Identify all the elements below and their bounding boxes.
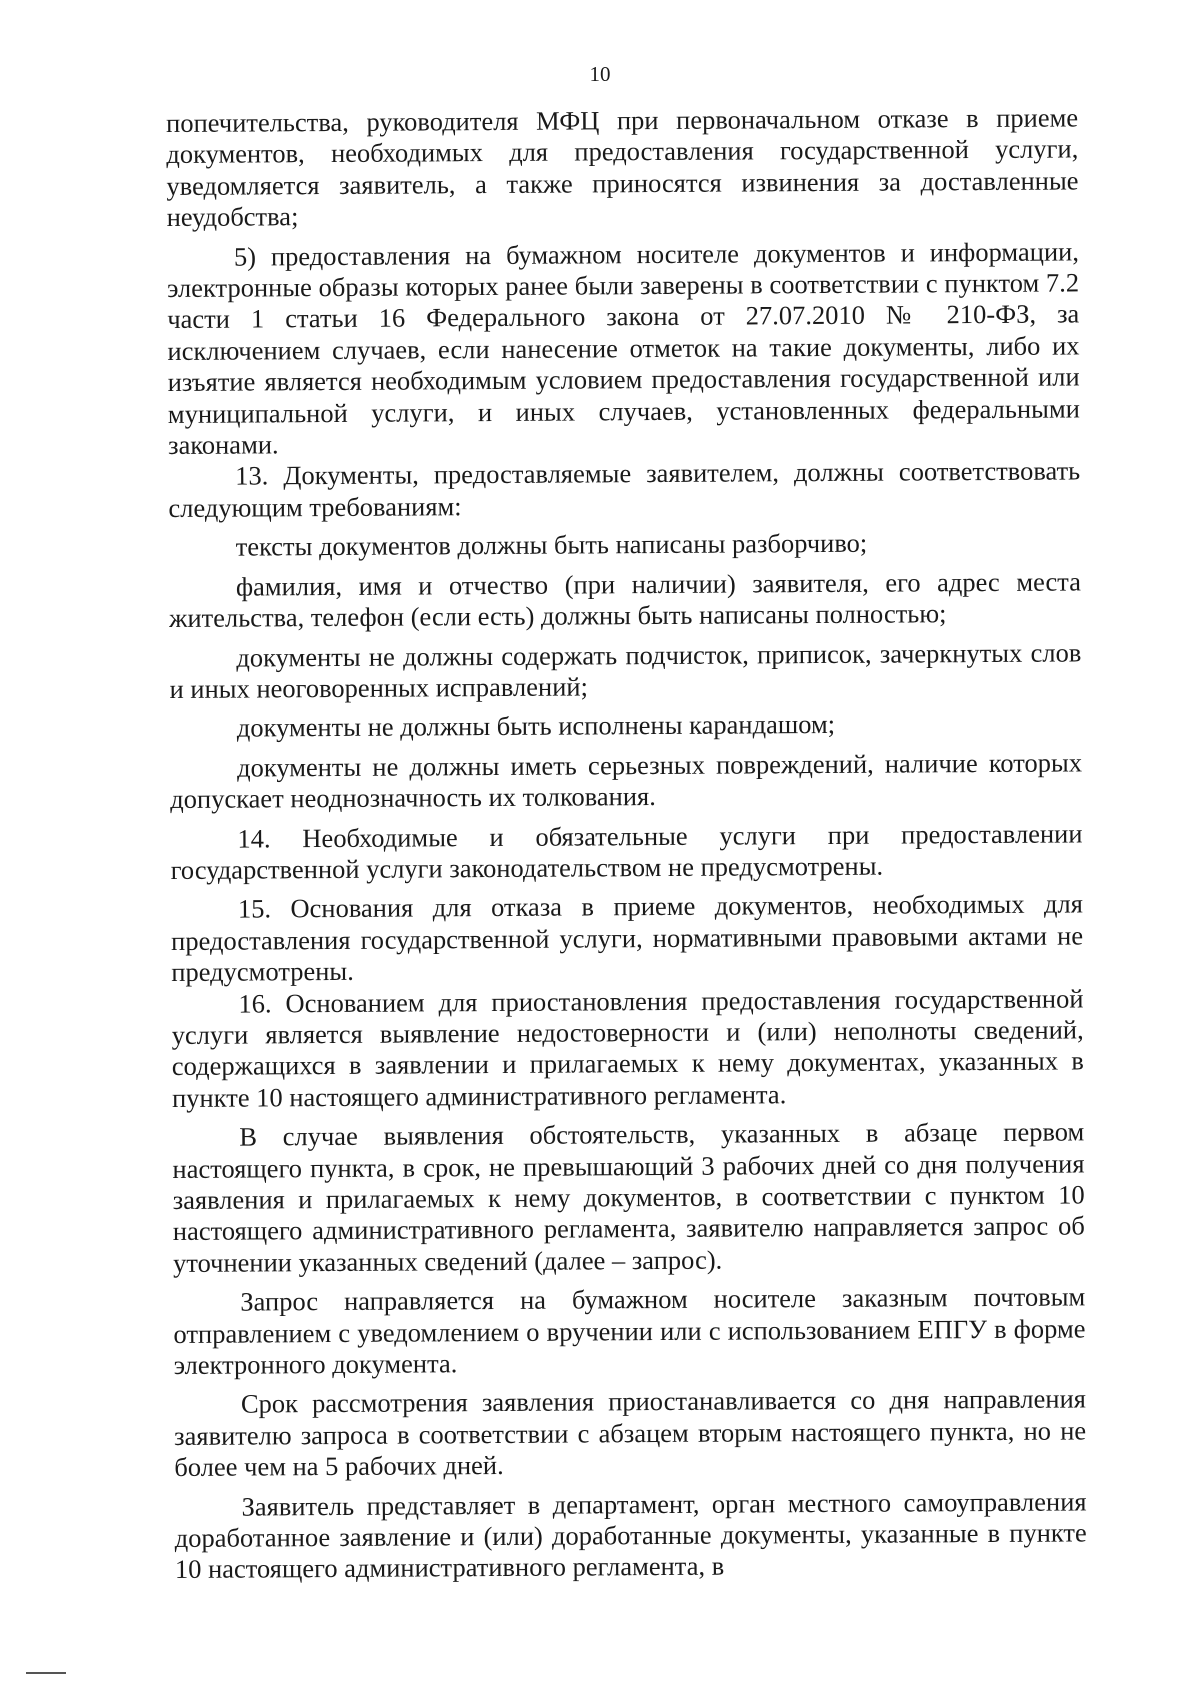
paragraph-suspension-period: Срок рассмотрения заявления приостанавливается со дня направления заявителю запроса в соответствии с абзацем вторым настоящего пункта, но не более чем на 5 рабочих дней. [174, 1383, 1087, 1483]
paragraph-requirement-no-damage: документы не должны иметь серьезных повреждений, наличие которых допускает неоднозначность их толкования. [170, 747, 1083, 815]
paragraph-request-delivery: Запрос направляется на бумажном носителе заказным почтовым отправлением с уведомлением о вручении или с использованием ЕПГУ в форме электронного документа. [173, 1281, 1086, 1381]
paragraph-requirement-no-pencil: документы не должны быть исполнены карандашом; [236, 709, 836, 743]
paragraph-section-15: 15. Основания для отказа в приеме документов, необходимых для предоставления государственной услуги, нормативными правовыми актами не предусмотрены. [170, 888, 1084, 988]
scan-edge-mark [26, 1672, 66, 1674]
paragraph-requirement-legible: тексты документов должны быть написаны разборчиво; [235, 528, 868, 562]
paragraph-requirement-name-address: фамилия, имя и отчество (при наличии) заявителя, его адрес места жительства, телефон (если есть) должны быть написаны полностью; [169, 566, 1081, 634]
paragraph-item-5: 5) предоставления на бумажном носителе документов и информации, электронные образы которых ранее были заверены в соответствии с пунктом 7.2 части 1 статьи 16 Федерального закона от 27.07.2010 № 210-ФЗ, за исключением случаев, если нанесение отметок на такие документы, либо их изъятие является необходимым условием предоставления государственной или муниципальной услуги, и иных случаев, установленных федеральными законами. [167, 236, 1080, 461]
paragraph-section-13: 13. Документы, предоставляемые заявителем, должны соответствовать следующим требованиям: [168, 455, 1081, 523]
paragraph-section-16: 16. Основанием для приостановления предоставления государственной услуги является выявление недостоверности и (или) неполноты сведений, содержащихся в заявлении и прилагаемых к нему документах, указанных в пункте 10 настоящего административного регламента. [171, 982, 1084, 1113]
paragraph-applicant-submits: Заявитель представляет в департамент, орган местного самоуправления доработанное заявление и (или) доработанные документы, указанные в пункте 10 настоящего административного регламента, в [174, 1486, 1087, 1585]
document-body [166, 102, 1087, 1585]
paragraph-clarification-request: В случае выявления обстоятельств, указанных в абзаце первом настоящего пункта, в срок, не превышающий 3 рабочих дней со дня получения заявления и прилагаемых к нему документов, в соответствии с пунктом 10 настоящего административного регламента, заявителю направляется запрос об уточнении указанных сведений (далее – запрос). [172, 1116, 1085, 1278]
paragraph-requirement-no-erasures: документы не должны содержать подчисток, приписок, зачеркнутых слов и иных неоговоренных исправлений; [169, 636, 1082, 704]
paragraph-continuation: попечительства, руководителя МФЦ при первоначальном отказе в приеме документов, необходимых для предоставления государственной услуги, уведомляется заявитель, а также приносятся извинения за доставленные неудобства; [166, 102, 1079, 233]
paragraph-section-14: 14. Необходимые и обязательные услуги при предоставлении государственной услуги законодательством не предусмотрены. [170, 817, 1083, 885]
page-number: 10 [589, 62, 611, 86]
